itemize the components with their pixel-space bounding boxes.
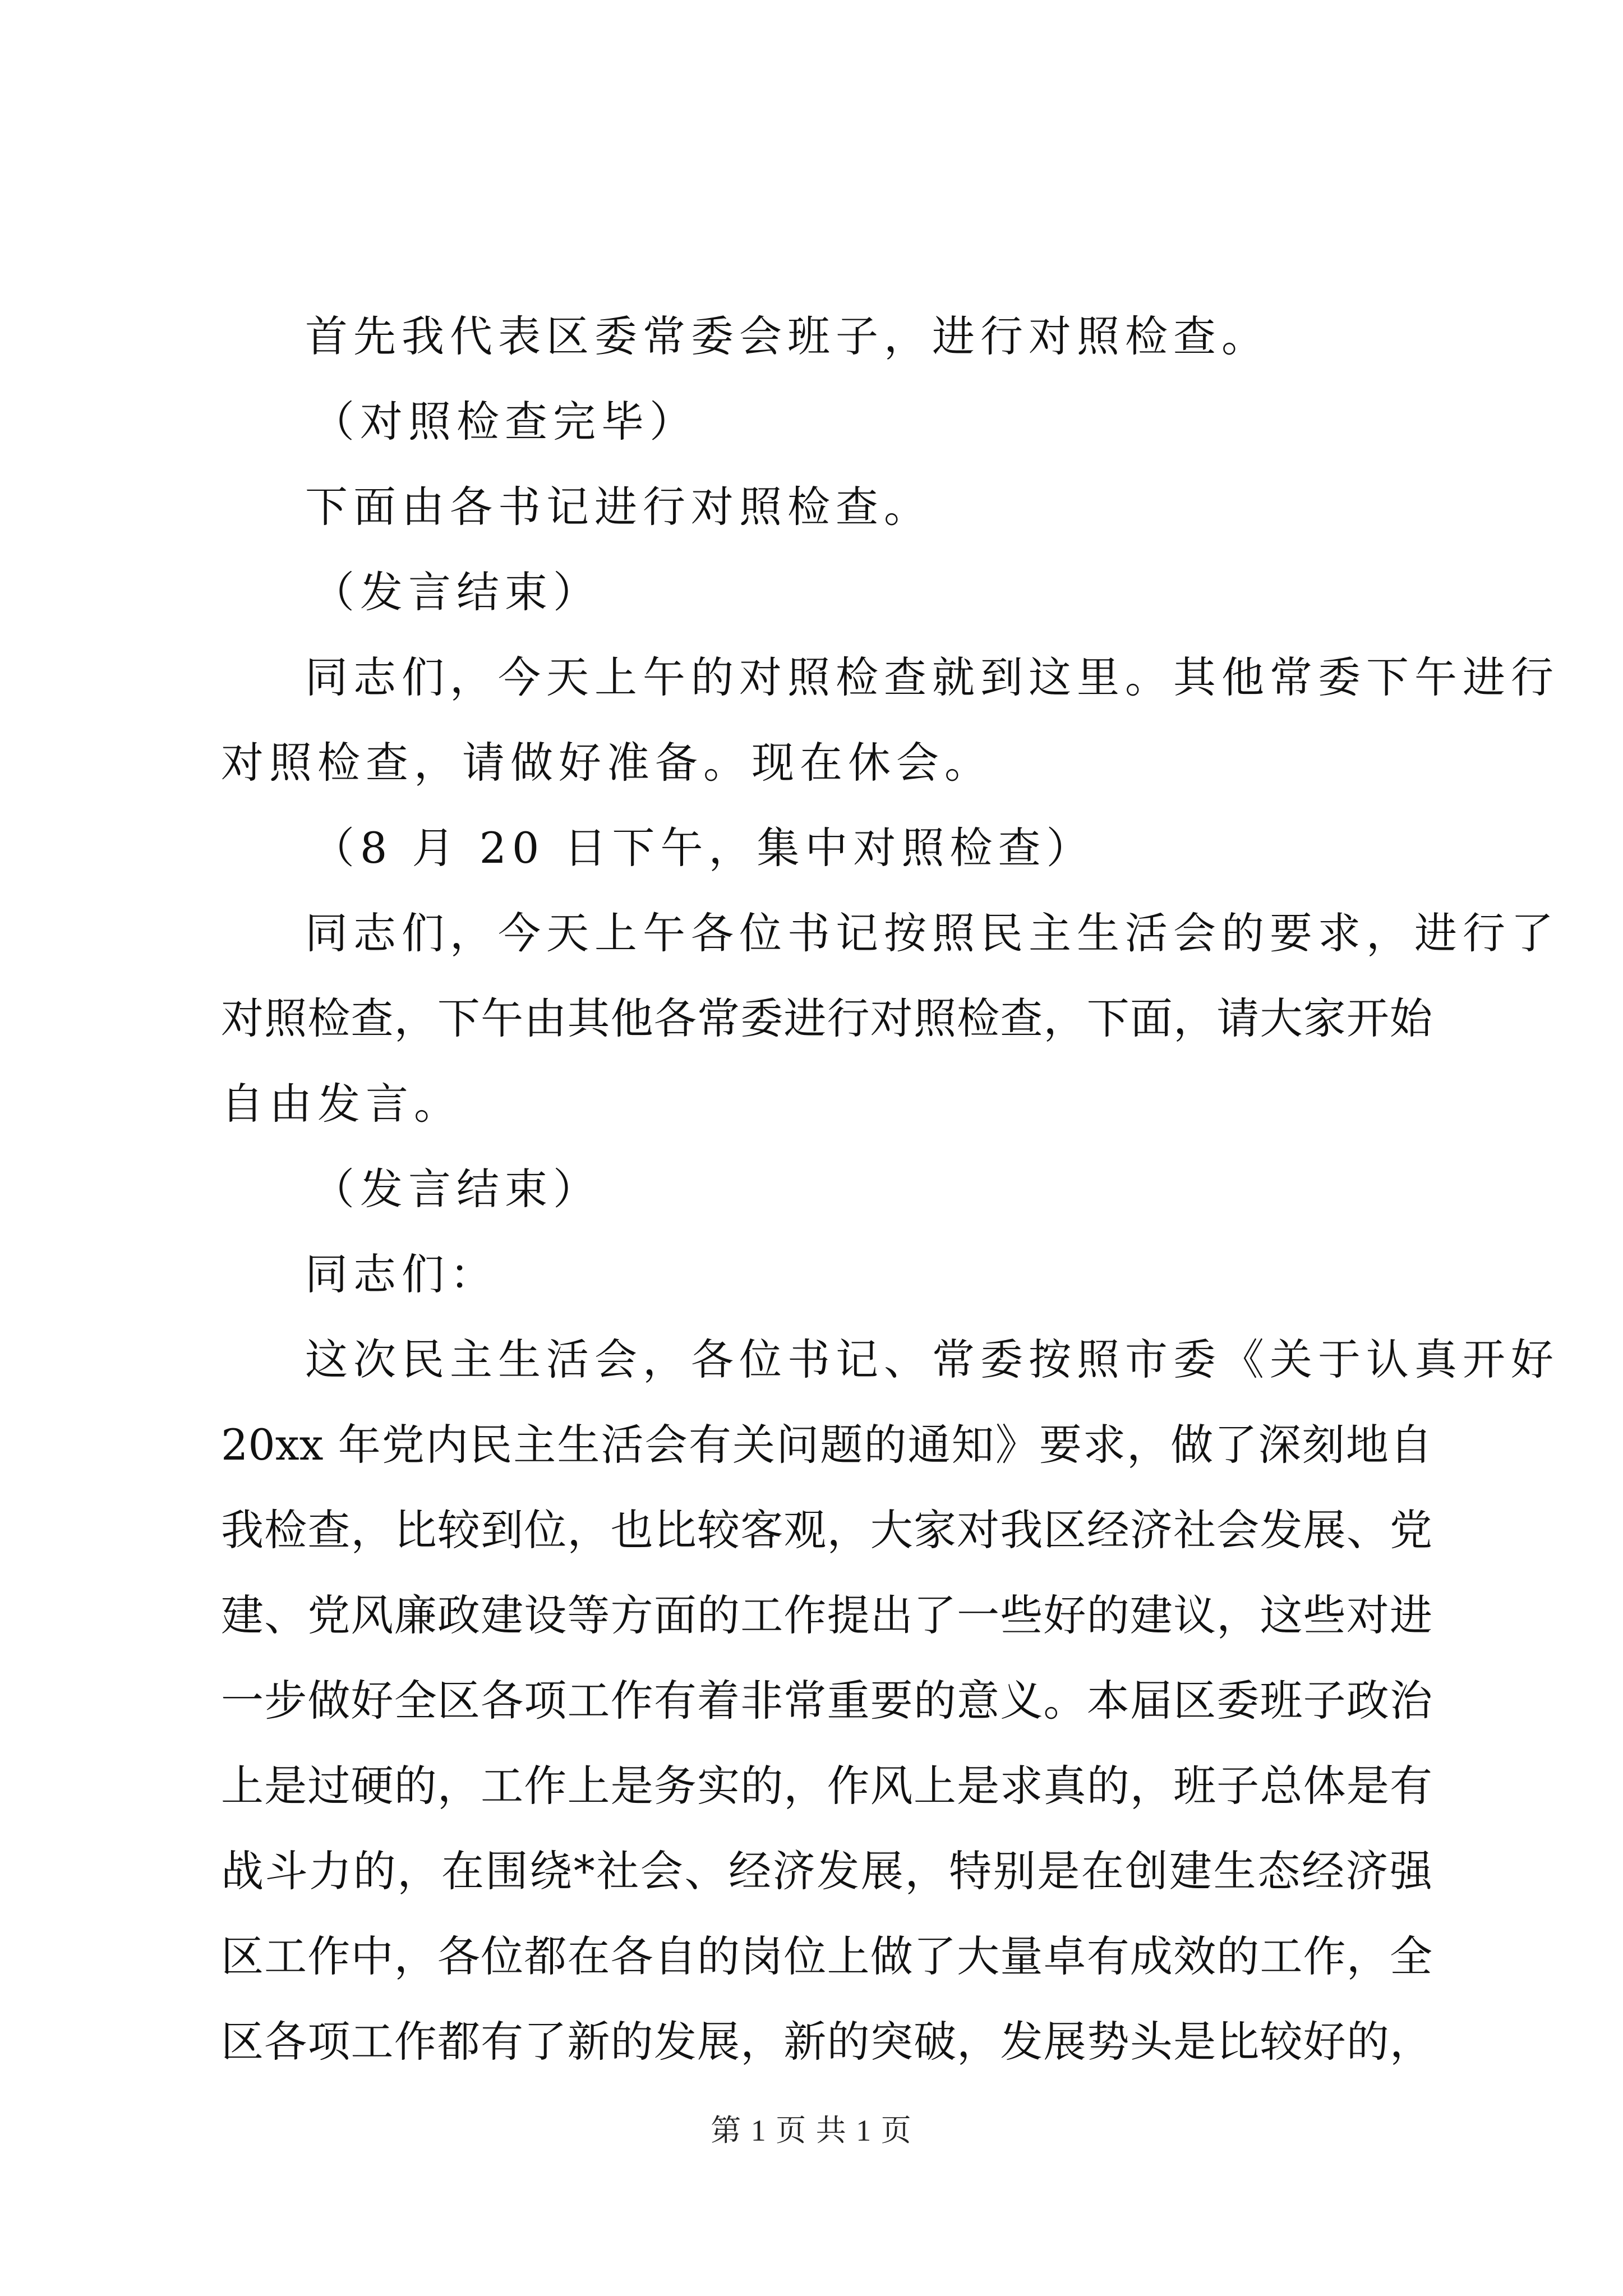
- paragraph-line-9: 对照检查，下午由其他各常委进行对照检查，下面，请大家开始: [221, 993, 1432, 1043]
- paragraph-line-14: 20xx 年党内民主生活会有关问题的通知》要求，做了深刻地自: [221, 1420, 1432, 1470]
- paragraph-line-13: 这次民主生活会，各位书记、常委按照市委《关于认真开好: [305, 1335, 1559, 1384]
- paragraph-line-11: （发言结束）: [312, 1164, 601, 1214]
- paragraph-line-1: 首先我代表区委常委会班子，进行对照检查。: [305, 311, 1270, 361]
- paragraph-line-10: 自由发言。: [221, 1079, 462, 1129]
- paragraph-line-8: 同志们，今天上午各位书记按照民主生活会的要求，进行了: [305, 908, 1559, 958]
- paragraph-line-7: （8 月 20 日下午，集中对照检查）: [312, 823, 1095, 873]
- paragraph-line-5: 同志们，今天上午的对照检查就到这里。其他常委下午进行: [305, 652, 1559, 702]
- paragraph-line-21: 区各项工作都有了新的发展，新的突破，发展势头是比较好的，: [221, 2017, 1432, 2067]
- paragraph-line-4: （发言结束）: [312, 567, 601, 617]
- paragraph-line-20: 区工作中，各位都在各自的岗位上做了大量卓有成效的工作，全: [221, 1931, 1432, 1981]
- paragraph-line-18: 上是过硬的，工作上是务实的，作风上是求真的，班子总体是有: [221, 1761, 1432, 1811]
- paragraph-line-6: 对照检查，请做好准备。现在休会。: [221, 738, 993, 788]
- paragraph-line-19: 战斗力的，在围绕*社会、经济发展，特别是在创建生态经济强: [221, 1846, 1432, 1896]
- paragraph-line-2: （对照检查完毕）: [312, 397, 698, 447]
- paragraph-line-15: 我检查，比较到位，也比较客观，大家对我区经济社会发展、党: [221, 1505, 1432, 1555]
- page-footer: 第 1 页 共 1 页: [711, 2114, 912, 2147]
- paragraph-line-3: 下面由各书记进行对照检查。: [305, 482, 932, 532]
- paragraph-line-16: 建、党风廉政建设等方面的工作提出了一些好的建议，这些对进: [221, 1590, 1432, 1640]
- paragraph-line-17: 一步做好全区各项工作有着非常重要的意义。本届区委班子政治: [221, 1676, 1432, 1726]
- paragraph-line-12: 同志们：: [305, 1249, 498, 1299]
